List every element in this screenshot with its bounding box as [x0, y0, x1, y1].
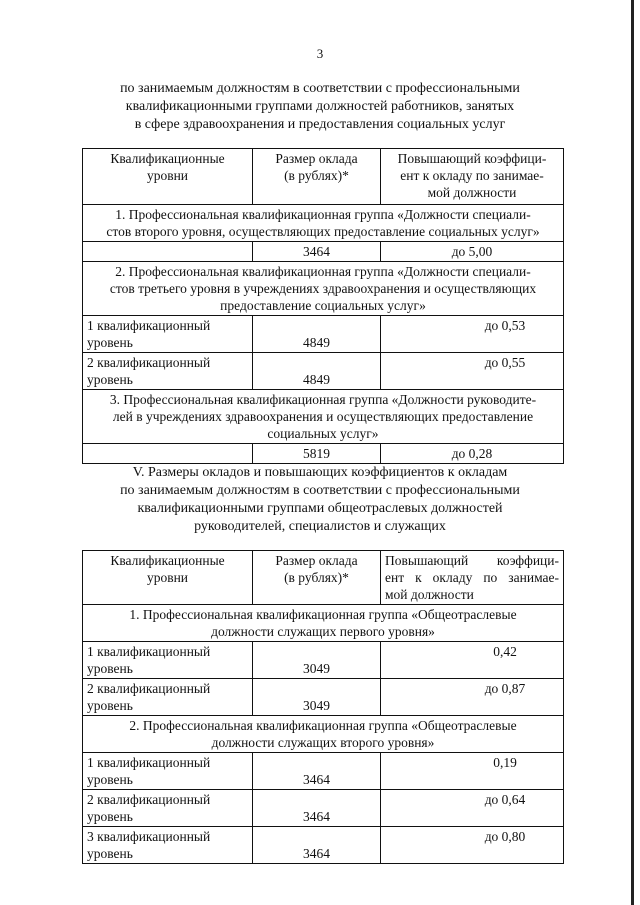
- heading-line: руководителей, специалистов и служащих: [194, 519, 446, 534]
- table-row: [83, 790, 564, 827]
- page-edge-border: [631, 0, 634, 905]
- salary-cell: 4849: [253, 353, 381, 390]
- level-cell: 1 квалификационный уровень: [83, 316, 253, 353]
- salary-cell: 3464: [253, 790, 381, 827]
- table-row: [83, 827, 564, 864]
- table-header-row: [83, 149, 564, 205]
- group-title-row: [83, 605, 564, 642]
- salary-cell: 5819: [253, 444, 381, 464]
- heading-line: квалификационными группами общеотраслевых должностей: [137, 501, 503, 516]
- table-row: [83, 353, 564, 390]
- coefficient-cell: 0,19: [381, 753, 564, 790]
- header-salary: Размер оклада (в рублях)*: [253, 149, 381, 205]
- group-title-row: [83, 390, 564, 444]
- group-title-row: [83, 716, 564, 753]
- level-cell: 1 квалификационный уровень: [83, 753, 253, 790]
- header-levels: Квалификационные уровни: [83, 551, 253, 605]
- group-title: 2. Профессиональная квалификационная группа «Должности специали- стов третьего уровня в учреждениях здравоохранения и осуществляющих предоставление социальных услуг»: [83, 262, 564, 316]
- group-title: 2. Профессиональная квалификационная группа «Общеотраслевые должности служащих второго уровня»: [83, 716, 564, 753]
- level-cell: 2 квалификационный уровень: [83, 679, 253, 716]
- coefficient-cell: до 0,55: [381, 353, 564, 390]
- salary-cell: 3464: [253, 827, 381, 864]
- table-header-row: [83, 551, 564, 605]
- heading-line: по занимаемым должностям в соответствии с профессиональными: [120, 81, 520, 96]
- header-coefficient: Повышающий коэффици- ент к окладу по занимае- мой должности: [381, 149, 564, 205]
- level-cell: 2 квалификационный уровень: [83, 353, 253, 390]
- table-row: [83, 316, 564, 353]
- heading-line: квалификационными группами должностей работников, занятых: [125, 99, 515, 114]
- salary-table-general-positions: [82, 550, 564, 864]
- group-title: 1. Профессиональная квалификационная группа «Общеотраслевые должности служащих первого уровня»: [83, 605, 564, 642]
- heading-line: V. Размеры окладов и повышающих коэффициентов к окладам: [132, 465, 508, 480]
- level-cell: 1 квалификационный уровень: [83, 642, 253, 679]
- level-cell: 3 квалификационный уровень: [83, 827, 253, 864]
- salary-cell: 3049: [253, 679, 381, 716]
- level-cell: 2 квалификационный уровень: [83, 790, 253, 827]
- table-row: [83, 642, 564, 679]
- salary-cell: 3464: [253, 242, 381, 262]
- coefficient-cell: до 5,00: [381, 242, 564, 262]
- coefficient-cell: до 0,80: [381, 827, 564, 864]
- level-cell: [83, 242, 253, 262]
- coefficient-cell: до 0,28: [381, 444, 564, 464]
- coefficient-cell: до 0,53: [381, 316, 564, 353]
- page-number: 3: [316, 46, 324, 61]
- heading-line: в сфере здравоохранения и предоставления социальных услуг: [134, 117, 506, 132]
- group-title-row: [83, 262, 564, 316]
- salary-cell: 4849: [253, 316, 381, 353]
- coefficient-cell: 0,42: [381, 642, 564, 679]
- table-row: [83, 753, 564, 790]
- salary-table-healthcare: [82, 148, 564, 464]
- group-title-row: [83, 205, 564, 242]
- level-cell: [83, 444, 253, 464]
- header-salary: Размер оклада (в рублях)*: [253, 551, 381, 605]
- table-row: [83, 242, 564, 262]
- coefficient-cell: до 0,87: [381, 679, 564, 716]
- group-title: 3. Профессиональная квалификационная группа «Должности руководите- лей в учреждениях здравоохранения и осуществляющих предоставление социальных услуг»: [83, 390, 564, 444]
- table-row: [83, 679, 564, 716]
- section-heading-continued: [60, 80, 580, 134]
- table-row: [83, 444, 564, 464]
- coefficient-cell: до 0,64: [381, 790, 564, 827]
- salary-cell: 3464: [253, 753, 381, 790]
- group-title: 1. Профессиональная квалификационная группа «Должности специали- стов второго уровня, осуществляющих предоставление социальных услуг»: [83, 205, 564, 242]
- salary-cell: 3049: [253, 642, 381, 679]
- section-heading-v: [60, 464, 580, 536]
- header-levels: Квалификационные уровни: [83, 149, 253, 205]
- heading-line: по занимаемым должностям в соответствии с профессиональными: [120, 483, 520, 498]
- header-coefficient: Повышающий коэффици- ент к окладу по занимае- мой должности: [381, 551, 564, 605]
